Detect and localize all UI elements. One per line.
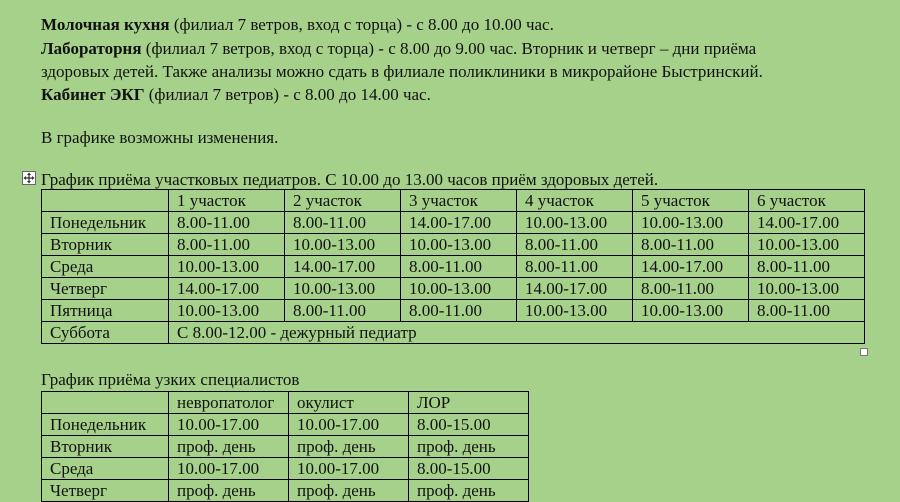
time-cell: 10.00-13.00 — [401, 234, 517, 256]
time-cell: проф. день — [289, 480, 409, 502]
time-cell: 8.00-11.00 — [285, 300, 401, 322]
move-arrows-icon[interactable] — [22, 171, 36, 185]
specialists-caption: График приёма узких специалистов — [41, 370, 300, 389]
day-cell: Вторник — [42, 436, 169, 458]
time-cell: 14.00-17.00 — [285, 256, 401, 278]
time-cell: 8.00-15.00 — [409, 414, 529, 436]
ecg-line — [41, 84, 431, 106]
pediatricians-caption: График приёма участковых педиатров. С 10.00 до 13.00 часов приём здоровых детей. — [41, 170, 659, 189]
time-cell: 10.00-17.00 — [289, 414, 409, 436]
time-cell: 8.00-11.00 — [169, 212, 285, 234]
day-cell: Четверг — [42, 480, 169, 502]
district-header: 4 участок — [517, 190, 633, 212]
day-cell: Пятница — [42, 300, 169, 322]
district-header: 3 участок — [401, 190, 517, 212]
lab-name: Лабораторня — [41, 39, 142, 58]
time-cell: 10.00-13.00 — [517, 300, 633, 322]
specialist-header: окулист — [289, 392, 409, 414]
time-cell: 8.00-11.00 — [401, 256, 517, 278]
time-cell: 8.00-11.00 — [749, 300, 865, 322]
milk-kitchen-name: Молочная кухня — [41, 15, 170, 34]
day-cell: Вторник — [42, 234, 169, 256]
time-cell: 10.00-13.00 — [633, 300, 749, 322]
time-cell: 8.00-11.00 — [633, 278, 749, 300]
time-cell: 8.00-15.00 — [409, 458, 529, 480]
time-cell: 10.00-13.00 — [749, 234, 865, 256]
time-cell: 10.00-13.00 — [169, 256, 285, 278]
milk-kitchen-text: (филиал 7 ветров, вход с торца) - с 8.00 до 10.00 час. — [169, 15, 554, 34]
time-cell: 10.00-17.00 — [169, 414, 289, 436]
time-cell: 8.00-11.00 — [749, 256, 865, 278]
ecg-text: (филиал 7 ветров) - с 8.00 до 14.00 час. — [144, 85, 431, 104]
table-header-row — [42, 392, 529, 414]
ecg-name: Кабинет ЭКГ — [41, 85, 145, 104]
time-cell: 10.00-17.00 — [169, 458, 289, 480]
time-cell: 10.00-17.00 — [289, 458, 409, 480]
corner-cell — [42, 392, 169, 414]
lab-line — [41, 38, 756, 60]
lab-text: (филиал 7 ветров, вход с торца) - с 8.00 до 9.00 час. Вторник и четверг – дни приёма — [141, 39, 757, 58]
time-cell: 8.00-11.00 — [169, 234, 285, 256]
time-cell: 8.00-11.00 — [401, 300, 517, 322]
time-cell: проф. день — [409, 436, 529, 458]
changes-note: В графике возможны изменения. — [41, 128, 279, 147]
lab-line-2: здоровых детей. Также анализы можно сдать в филиале поликлиники в микрорайоне Быстринский. — [41, 62, 763, 81]
district-header: 1 участок — [169, 190, 285, 212]
table-row — [42, 414, 529, 436]
day-cell: Суббота — [42, 322, 169, 344]
day-cell: Понедельник — [42, 212, 169, 234]
time-cell: 8.00-11.00 — [517, 256, 633, 278]
time-cell: 10.00-13.00 — [401, 278, 517, 300]
time-cell: 10.00-13.00 — [285, 234, 401, 256]
milk-kitchen-line — [41, 14, 554, 36]
time-cell: 10.00-13.00 — [169, 300, 285, 322]
table-row — [42, 256, 865, 278]
time-cell: 10.00-13.00 — [749, 278, 865, 300]
time-cell: проф. день — [169, 480, 289, 502]
time-cell: 14.00-17.00 — [749, 212, 865, 234]
time-cell: проф. день — [409, 480, 529, 502]
resize-square-icon[interactable] — [860, 348, 868, 356]
district-header: 6 участок — [749, 190, 865, 212]
time-cell: 10.00-13.00 — [517, 212, 633, 234]
pediatricians-table — [41, 189, 865, 344]
table-row — [42, 480, 529, 502]
specialists-table — [41, 391, 529, 502]
time-cell: 14.00-17.00 — [169, 278, 285, 300]
time-cell: 8.00-11.00 — [517, 234, 633, 256]
time-cell: 14.00-17.00 — [517, 278, 633, 300]
day-cell: Среда — [42, 458, 169, 480]
time-cell: 8.00-11.00 — [285, 212, 401, 234]
day-cell: Четверг — [42, 278, 169, 300]
time-cell: проф. день — [289, 436, 409, 458]
table-row — [42, 234, 865, 256]
time-cell: 14.00-17.00 — [633, 256, 749, 278]
specialist-header: ЛОР — [409, 392, 529, 414]
day-cell: Среда — [42, 256, 169, 278]
table-row — [42, 436, 529, 458]
table-row — [42, 300, 865, 322]
time-cell: 14.00-17.00 — [401, 212, 517, 234]
time-cell: 10.00-13.00 — [633, 212, 749, 234]
time-cell: 10.00-13.00 — [285, 278, 401, 300]
table-row — [42, 322, 865, 344]
specialist-header: невропатолог — [169, 392, 289, 414]
district-header: 5 участок — [633, 190, 749, 212]
table-row — [42, 458, 529, 480]
time-cell: проф. день — [169, 436, 289, 458]
table-row — [42, 212, 865, 234]
district-header: 2 участок — [285, 190, 401, 212]
table-row — [42, 278, 865, 300]
saturday-duty-cell: С 8.00-12.00 - дежурный педиатр — [169, 322, 865, 344]
table-header-row — [42, 190, 865, 212]
corner-cell — [42, 190, 169, 212]
time-cell: 8.00-11.00 — [633, 234, 749, 256]
day-cell: Понедельник — [42, 414, 169, 436]
